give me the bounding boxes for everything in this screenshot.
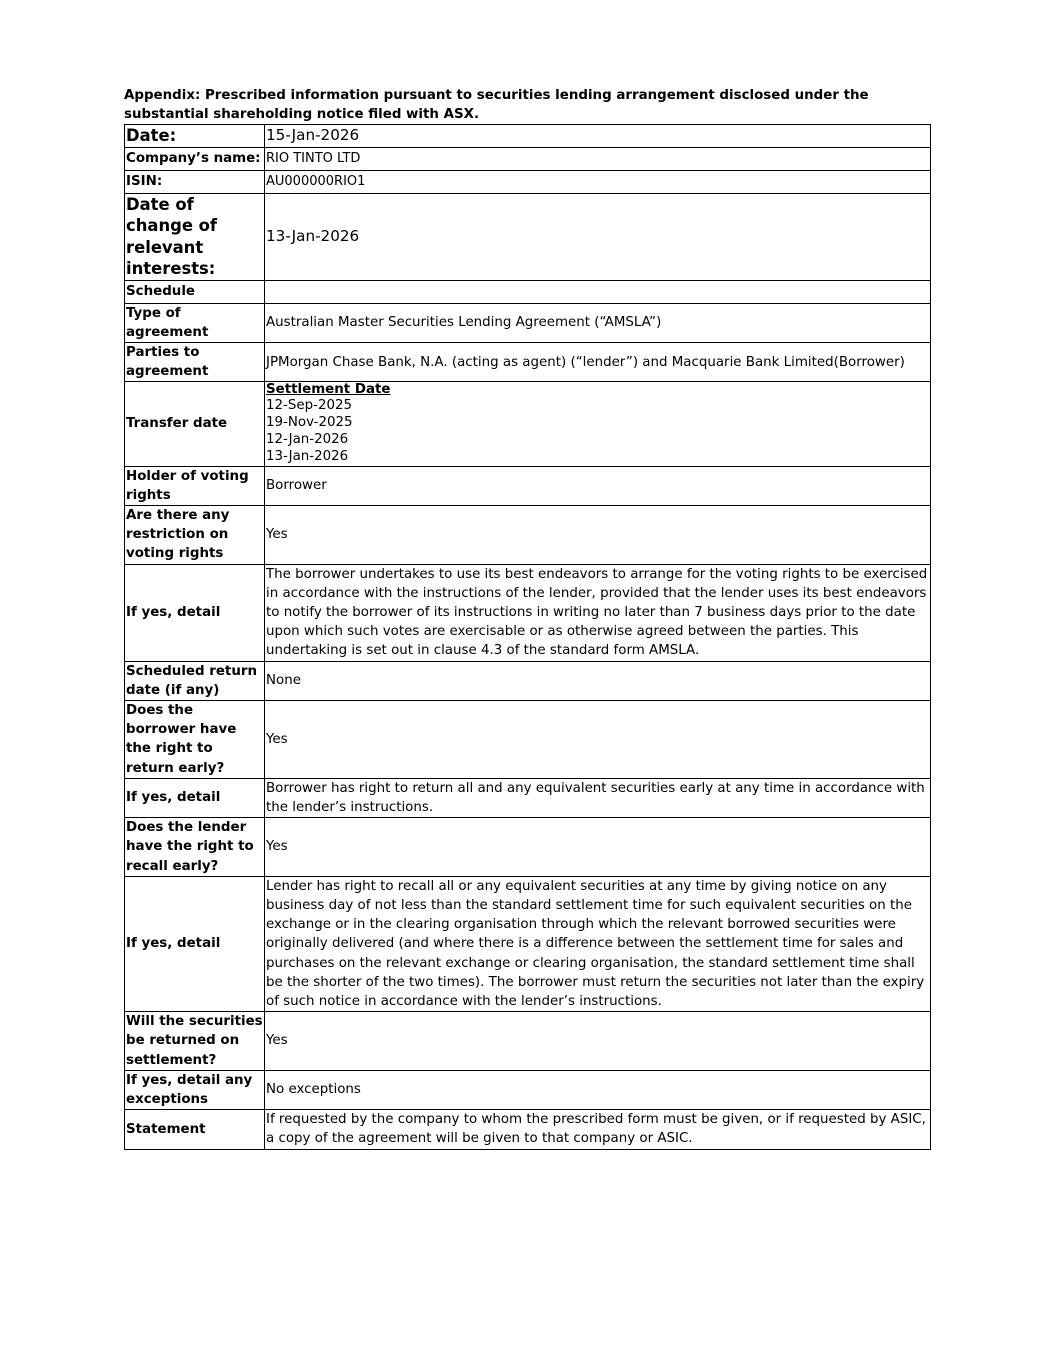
row-borrower-return-early [125, 700, 931, 778]
type-of-agreement-value: Australian Master Securities Lending Agreement (“AMSLA”) [265, 303, 931, 342]
row-holder-voting [125, 466, 931, 505]
scheduled-return-value: None [265, 661, 931, 700]
voting-restriction-label: Are there any restriction on voting rights [125, 505, 265, 564]
settlement-date-item: 13-Jan-2026 [266, 448, 349, 464]
borrower-return-detail-value: Borrower has right to return all and any equivalent securities early at any time in accordance with the lender’s instructions. [265, 778, 931, 817]
transfer-date-label: Transfer date [125, 382, 265, 466]
row-returned-on-settlement [125, 1012, 931, 1071]
lending-info-table [124, 124, 931, 1150]
settlement-date-item: 12-Jan-2026 [266, 431, 349, 447]
row-isin [125, 170, 931, 193]
row-type-of-agreement [125, 303, 931, 342]
lender-recall-detail-value: Lender has right to recall all or any equivalent securities at any time by giving notice on any business day of not less than the standard settlement time for such equivalent securities on the exchange or in the clearing organisation through which the relevant borrowed securities were originally delivered (and where there is a difference between the settlement time for sales and purchases on the relevant exchange or clearing organisation, the standard settlement time shall be the shorter of the two times). The borrower must return the securities not later than the expiry of such notice in accordance with the lender’s instructions. [265, 876, 931, 1011]
returned-on-settlement-label: Will the securities be returned on settlement? [125, 1012, 265, 1071]
row-schedule [125, 280, 931, 303]
row-voting-restriction [125, 505, 931, 564]
holder-voting-value: Borrower [265, 466, 931, 505]
parties-label: Parties to agreement [125, 342, 265, 381]
row-statement [125, 1110, 931, 1149]
voting-detail-label: If yes, detail [125, 564, 265, 661]
date-of-change-label: Date of change of relevant interests: [125, 193, 265, 280]
voting-detail-value: The borrower undertakes to use its best endeavors to arrange for the voting rights to be exercised in accordance with the instructions of the lender, provided that the lender uses its best endeavors to notify the borrower of its instructions in writing no later than 7 business days prior to the date upon which such votes are exercisable or as otherwise agreed between the parties. This undertaking is set out in clause 4.3 of the standard form AMSLA. [265, 564, 931, 661]
row-lender-recall-early [125, 818, 931, 877]
row-company-name [125, 147, 931, 170]
schedule-value [265, 280, 931, 303]
settlement-date-item: 12-Sep-2025 [266, 398, 353, 414]
document-heading: Appendix: Prescribed information pursuant to securities lending arrangement disclosed under the substantial shareholding notice filed with ASX. [124, 88, 869, 122]
date-value: 15-Jan-2026 [265, 125, 931, 148]
row-parties [125, 342, 931, 381]
returned-on-settlement-value: Yes [265, 1012, 931, 1071]
row-scheduled-return [125, 661, 931, 700]
exceptions-value: No exceptions [265, 1070, 931, 1109]
parties-value: JPMorgan Chase Bank, N.A. (acting as agent) (“lender”) and Macquarie Bank Limited(Borrower) [265, 342, 931, 381]
row-borrower-return-detail [125, 778, 931, 817]
type-of-agreement-label: Type of agreement [125, 303, 265, 342]
scheduled-return-label: Scheduled return date (if any) [125, 661, 265, 700]
date-label: Date: [125, 125, 265, 148]
settlement-date-item: 19-Nov-2025 [266, 415, 353, 431]
company-name-value: RIO TINTO LTD [265, 147, 931, 170]
row-voting-detail [125, 564, 931, 661]
row-date [125, 125, 931, 148]
company-name-label: Company’s name: [125, 147, 265, 170]
lender-recall-early-value: Yes [265, 818, 931, 877]
schedule-label: Schedule [125, 280, 265, 303]
holder-voting-label: Holder of voting rights [125, 466, 265, 505]
lender-recall-early-label: Does the lender have the right to recall early? [125, 818, 265, 877]
statement-label: Statement [125, 1110, 265, 1149]
isin-value: AU000000RIO1 [265, 170, 931, 193]
borrower-return-early-value: Yes [265, 700, 931, 778]
voting-restriction-value: Yes [265, 505, 931, 564]
row-date-of-change [125, 193, 931, 280]
borrower-return-detail-label: If yes, detail [125, 778, 265, 817]
date-of-change-value: 13-Jan-2026 [265, 193, 931, 280]
settlement-date-title: Settlement Date [266, 382, 391, 398]
borrower-return-early-label: Does the borrower have the right to return early? [125, 700, 265, 778]
isin-label: ISIN: [125, 170, 265, 193]
row-exceptions [125, 1070, 931, 1109]
transfer-date-value [265, 382, 931, 466]
row-transfer-date [125, 382, 931, 466]
exceptions-label: If yes, detail any exceptions [125, 1070, 265, 1109]
statement-value: If requested by the company to whom the prescribed form must be given, or if requested by ASIC, a copy of the agreement will be given to that company or ASIC. [265, 1110, 931, 1149]
row-lender-recall-detail [125, 876, 931, 1011]
lender-recall-detail-label: If yes, detail [125, 876, 265, 1011]
